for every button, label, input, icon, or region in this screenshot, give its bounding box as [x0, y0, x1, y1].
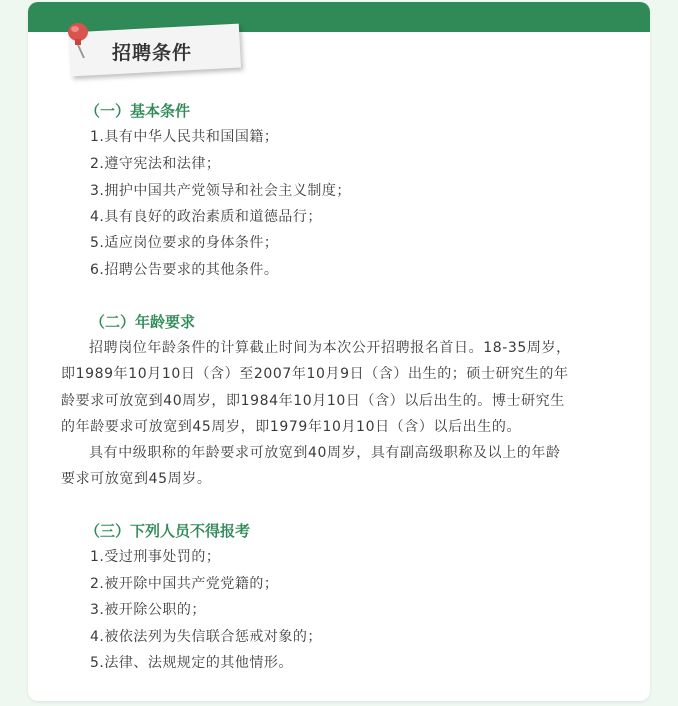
list-item: 1.具有中华人民共和国国籍；	[90, 129, 279, 145]
list-item: 4.被依法列为失信联合惩戒对象的；	[90, 629, 322, 645]
list-item: 2.被开除中国共产党党籍的；	[90, 576, 279, 592]
page-title: 招聘条件	[112, 42, 193, 64]
header-bar	[28, 2, 650, 32]
pushpin-icon	[64, 20, 94, 60]
paragraph-line: 龄要求可放宽到40周岁，即1984年10月10日（含）以后出生的。博士研究生	[61, 393, 565, 409]
list-item: 2.遵守宪法和法律；	[90, 156, 221, 172]
section-title-age: （二）年龄要求	[90, 313, 196, 331]
list-item: 3.被开除公职的；	[90, 602, 206, 618]
paragraph-line: 要求可放宽到45周岁。	[61, 471, 212, 487]
list-item: 6.招聘公告要求的其他条件。	[90, 262, 279, 278]
list-item: 5.适应岗位要求的身体条件；	[90, 235, 279, 251]
section-title-excluded: （三）下列人员不得报考	[85, 522, 251, 540]
list-item: 5.法律、法规规定的其他情形。	[90, 655, 293, 671]
paragraph-line: 的年龄要求可放宽到45周岁，即1979年10月10日（含）以后出生的。	[61, 419, 522, 435]
list-item: 3.拥护中国共产党领导和社会主义制度；	[90, 183, 351, 199]
list-item: 4.具有良好的政治素质和道德品行；	[90, 209, 322, 225]
section-title-basic: （一）基本条件	[85, 102, 191, 120]
paragraph-line: 具有中级职称的年龄要求可放宽到40周岁，具有副高级职称及以上的年龄	[89, 445, 561, 461]
paragraph-line: 即1989年10月10日（含）至2007年10月9日（含）出生的；硕士研究生的年	[61, 366, 569, 382]
paragraph-line: 招聘岗位年龄条件的计算截止时间为本次公开招聘报名首日。18-35周岁，	[89, 340, 571, 356]
list-item: 1.受过刑事处罚的；	[90, 549, 221, 565]
